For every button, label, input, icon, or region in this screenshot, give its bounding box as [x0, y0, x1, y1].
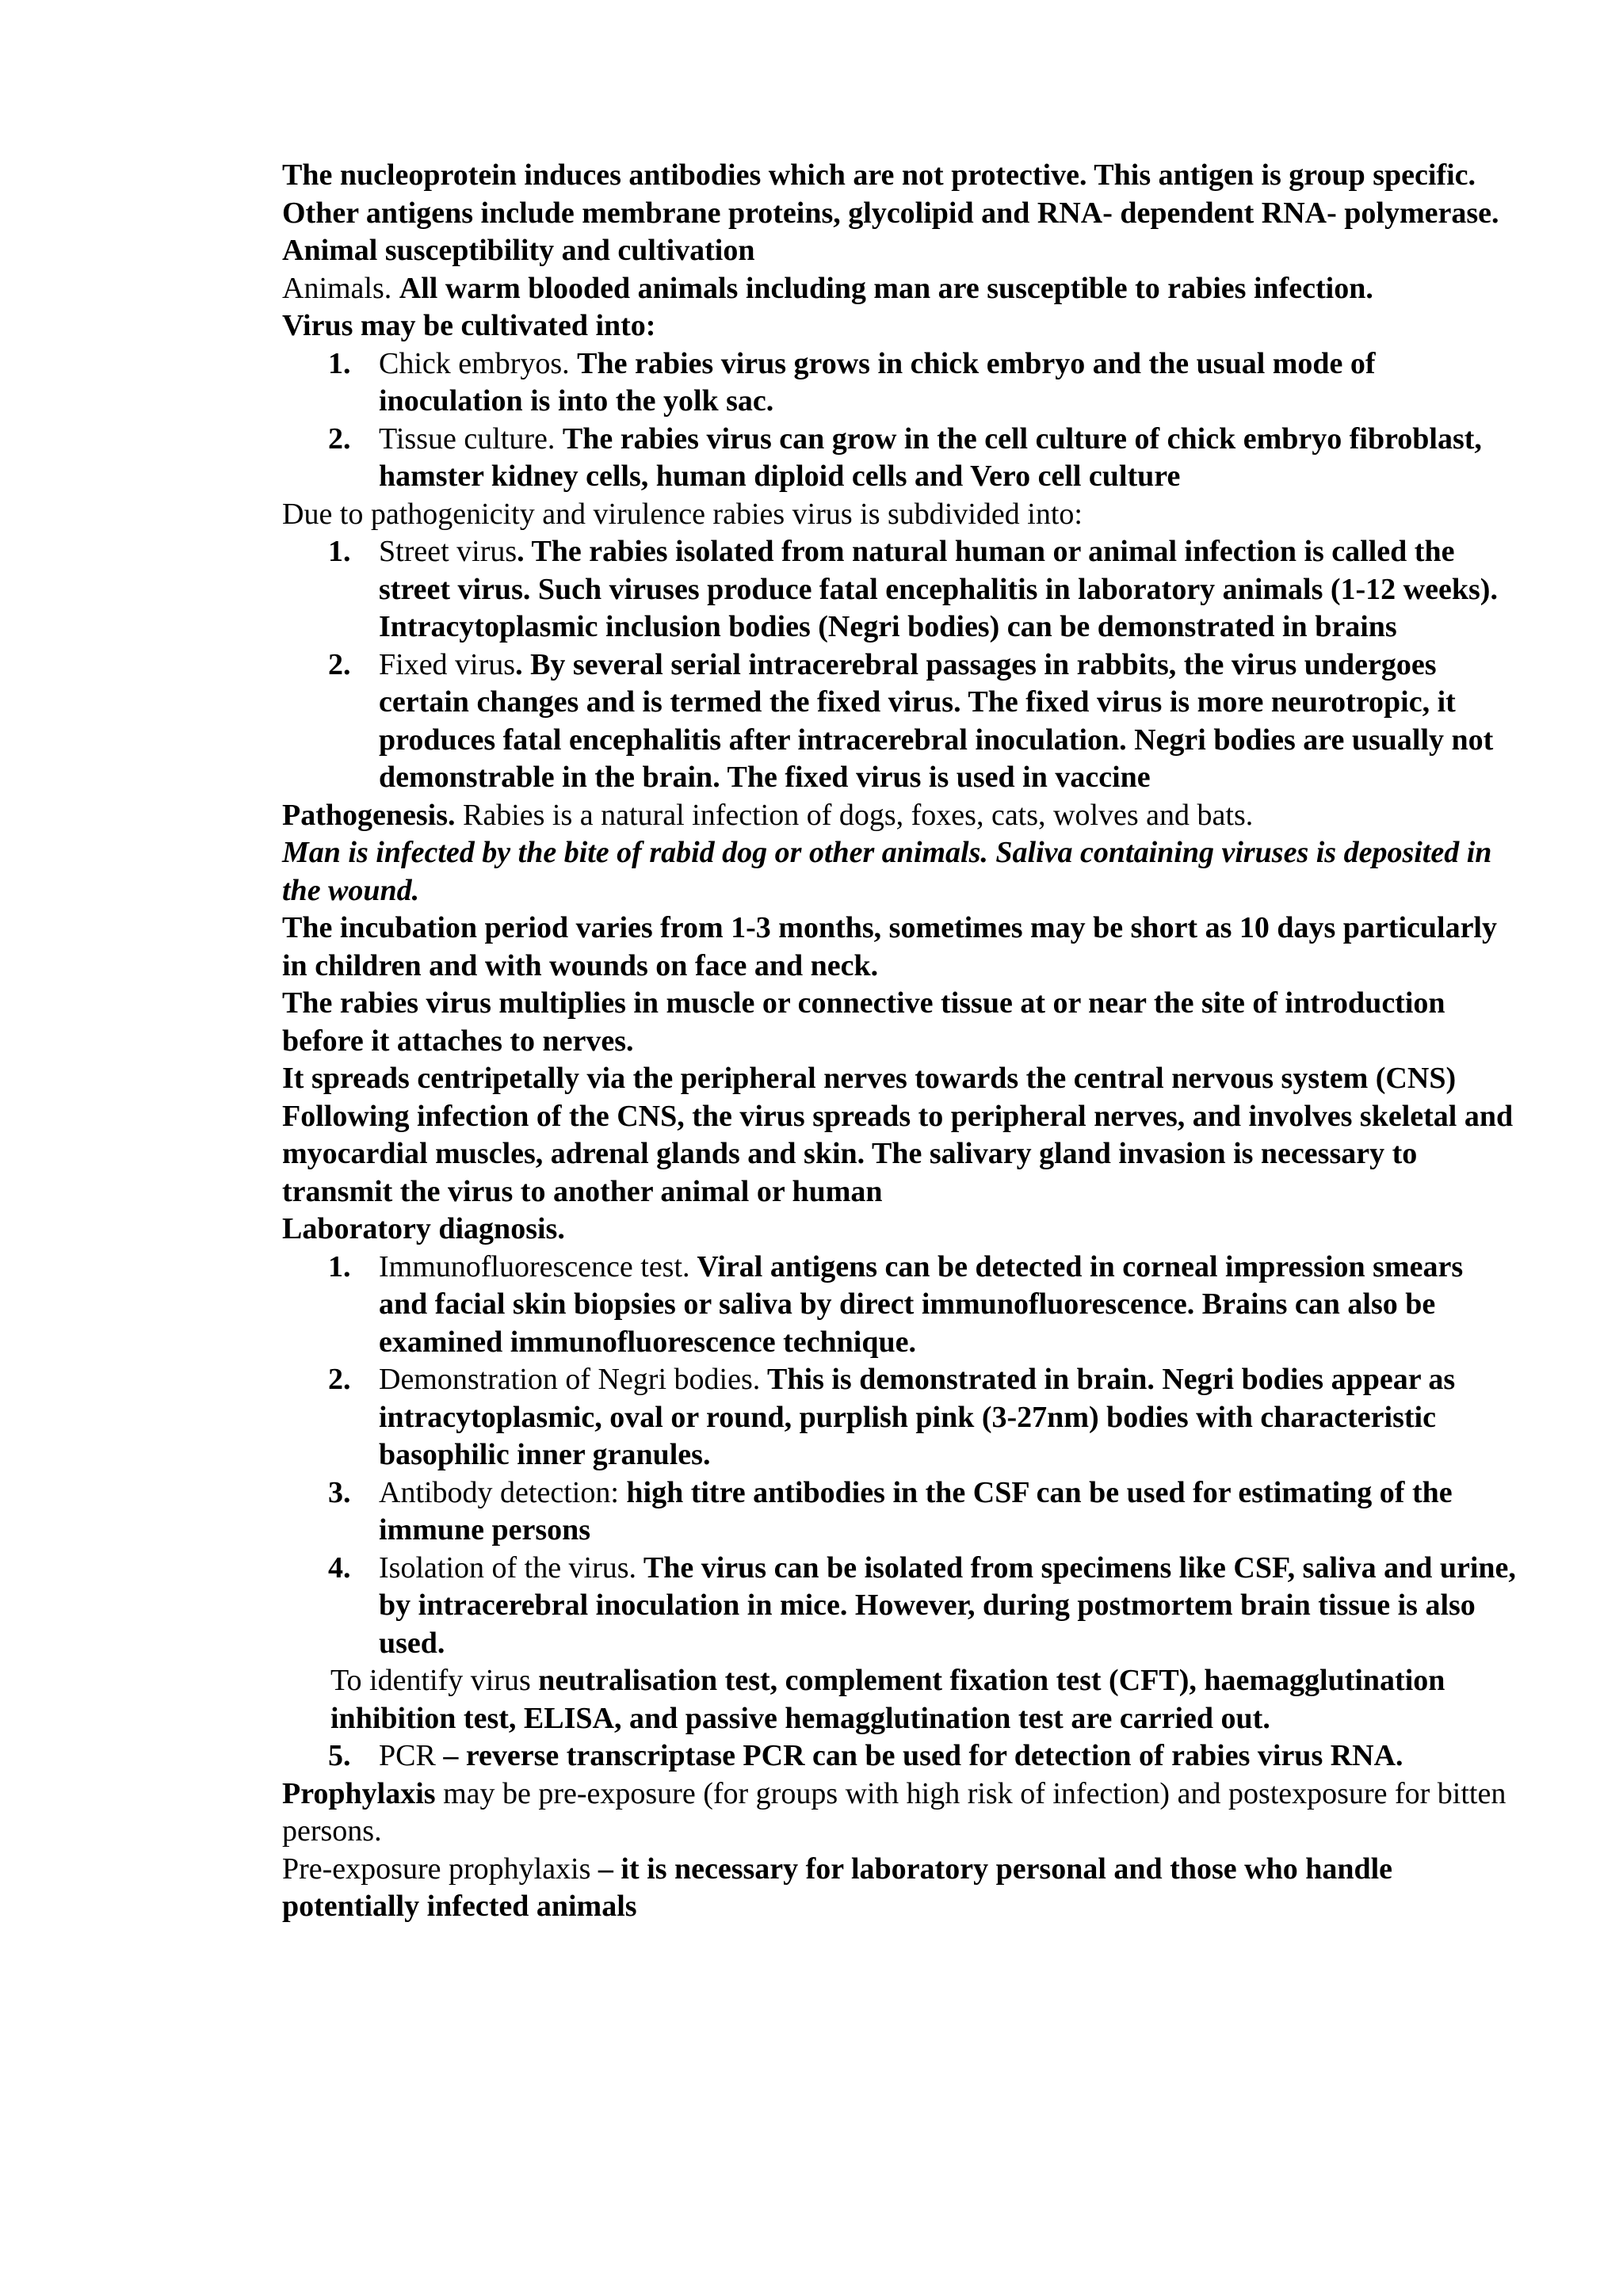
list-item-text: This is demonstrated in brain. Negri bodies appear as intracytoplasmic, oval or round, purplish pink (3-27nm) bodies with characteristic basophilic inner granules.	[379, 1363, 1456, 1471]
list-item-label: Chick embryos.	[379, 346, 570, 380]
paragraph-animals	[282, 270, 1518, 308]
list-number: 1.	[328, 1249, 351, 1283]
list-item	[328, 345, 1518, 421]
list-item-text: The virus can be isolated from specimens like CSF, saliva and urine, by intracerebral inoculation in mice. However, during postmortem brain tissue is also used.	[379, 1550, 1516, 1660]
list-number: 1.	[328, 346, 351, 380]
virus-types-list	[282, 533, 1518, 797]
list-item	[328, 1361, 1518, 1474]
pre-exposure-label: Pre-exposure prophylaxis	[282, 1852, 591, 1886]
list-item	[328, 1249, 1518, 1362]
list-number: 2.	[328, 1363, 351, 1396]
heading-animal-susceptibility: Animal susceptibility and cultivation	[282, 234, 755, 267]
cultivation-list	[282, 345, 1518, 496]
paragraph-cultivated-intro: Virus may be cultivated into:	[282, 309, 656, 342]
list-item-text: . By several serial intracerebral passages in rabbits, the virus undergoes certain changes and is termed the fixed virus. The fixed virus is more neurotropic, it produces fatal encephalitis after intracerebral inoculation. Negri bodies are usually not demonstrable in the brain. The fixed virus is used in vaccine	[379, 647, 1494, 794]
paragraph-man-infected: Man is infected by the bite of rabid dog or other animals. Saliva containing viruses is deposited in the wound.	[282, 836, 1492, 907]
identify-text: neutralisation test, complement fixation test (CFT), haemagglutination inhibition test, ELISA, and passive hemagglutination test are carried out.	[330, 1664, 1445, 1735]
list-number: 2.	[328, 647, 351, 681]
list-item	[328, 1474, 1518, 1550]
list-item	[328, 533, 1518, 646]
paragraph-pathogenesis	[282, 797, 1518, 835]
list-item-text: . The rabies isolated from natural human or animal infection is called the street virus. Such viruses produce fatal encephalitis in laboratory animals (1-12 weeks). Intracytoplasmic inclusion bodies (Negri bodies) can be demonstrated in brains	[379, 535, 1498, 643]
list-item-label: Street virus	[379, 535, 517, 568]
paragraph-pre-exposure	[282, 1851, 1518, 1926]
pcr-label: PCR	[379, 1739, 436, 1772]
paragraph-subdivided-intro: Due to pathogenicity and virulence rabies virus is subdivided into:	[282, 497, 1083, 531]
list-item-text: high titre antibodies in the CSF can be used for estimating of the immune persons	[379, 1475, 1453, 1547]
list-item	[328, 646, 1518, 797]
pathogenesis-label: Pathogenesis.	[282, 798, 456, 832]
list-item-pcr	[282, 1737, 1518, 1775]
paragraph-multiplies: The rabies virus multiplies in muscle or connective tissue at or near the site of introduction before it attaches to nerves.	[282, 986, 1445, 1058]
pcr-text: – reverse transcriptase PCR can be used for detection of rabies virus RNA.	[435, 1739, 1403, 1772]
paragraph-following: Following infection of the CNS, the virus spreads to peripheral nerves, and involves skeletal and myocardial muscles, adrenal glands and skin. The salivary gland invasion is necessary to transmit the virus to another animal or human	[282, 1099, 1514, 1208]
list-item-label: Antibody detection:	[379, 1475, 619, 1509]
list-item-text: Viral antigens can be detected in corneal impression smears and facial skin biopsies or saliva by direct immunofluorescence. Brains can also be examined immunofluorescence technique.	[379, 1249, 1464, 1359]
list-number: 2.	[328, 421, 351, 456]
list-item	[328, 421, 1518, 496]
list-number: 1.	[328, 535, 351, 568]
list-item	[328, 1550, 1518, 1663]
paragraph-spreads: It spreads centripetally via the peripheral nerves towards the central nervous system (CNS)	[282, 1062, 1457, 1095]
animals-label: Animals.	[282, 271, 392, 305]
list-item-label: Tissue culture.	[379, 421, 556, 456]
paragraph-identify-virus	[282, 1662, 1518, 1737]
pre-exposure-text: – it is necessary for laboratory personal and those who handle potentially infected animals	[282, 1852, 1393, 1923]
diagnosis-list	[282, 1249, 1518, 1663]
list-item-label: Immunofluorescence test.	[379, 1249, 690, 1283]
list-item-label: Isolation of the virus.	[379, 1550, 637, 1585]
animals-text: All warm blooded animals including man are susceptible to rabies infection.	[399, 271, 1373, 305]
list-item-text: The rabies virus grows in chick embryo and the usual mode of inoculation is into the yolk sac.	[379, 346, 1376, 418]
list-item-text: The rabies virus can grow in the cell culture of chick embryo fibroblast, hamster kidney cells, human diploid cells and Vero cell culture	[379, 421, 1482, 493]
list-number: 3.	[328, 1475, 351, 1509]
heading-laboratory-diagnosis: Laboratory diagnosis.	[282, 1212, 565, 1245]
document-page	[282, 157, 1518, 1926]
list-number: 4.	[328, 1550, 351, 1585]
list-item-label: Demonstration of Negri bodies.	[379, 1363, 761, 1396]
paragraph-incubation: The incubation period varies from 1-3 months, sometimes may be short as 10 days particularly in children and with wounds on face and neck.	[282, 911, 1497, 982]
identify-label: To identify virus	[330, 1664, 531, 1697]
list-item-label: Fixed virus	[379, 647, 516, 681]
prophylaxis-text: may be pre-exposure (for groups with high risk of infection) and postexposure for bitten persons.	[282, 1776, 1507, 1848]
list-number: 5.	[328, 1739, 351, 1772]
prophylaxis-label: Prophylaxis	[282, 1776, 436, 1810]
paragraph-prophylaxis	[282, 1775, 1518, 1851]
pathogenesis-text: Rabies is a natural infection of dogs, foxes, cats, wolves and bats.	[455, 798, 1254, 832]
paragraph-nucleoprotein: The nucleoprotein induces antibodies which are not protective. This antigen is group specific. Other antigens include membrane proteins, glycolipid and RNA- dependent RNA- polymerase.	[282, 158, 1499, 230]
